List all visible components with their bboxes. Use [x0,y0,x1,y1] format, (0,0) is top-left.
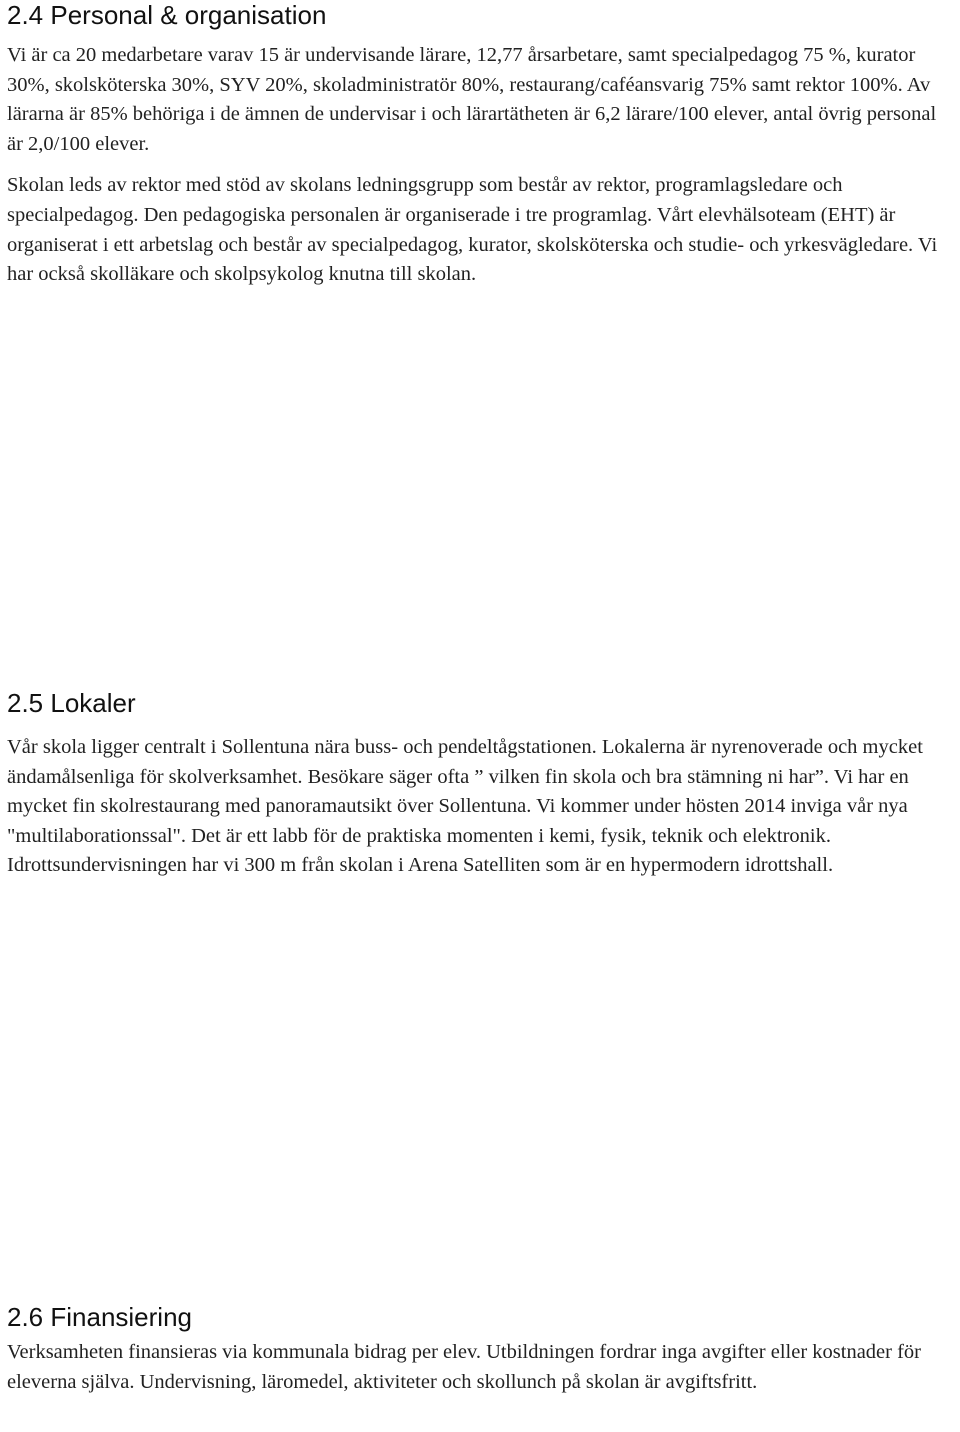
section-personal-organisation [7,0,953,290]
paragraph-staff: Vi är ca 20 medarbetare varav 15 är undervisande lärare, 12,77 årsarbetare, samt specialpedagog 75 %, kurator 30%, skolsköterska 30%, SYV 20%, skoladministratör 80%, restaurang/caféansvarig 75% samt rektor 100%. Av lärarna är 85% behöriga i de ämnen de undervisar i och lärartätheten är 6,2 lärare/100 elever, antal övrig personal är 2,0/100 elever. [7,44,937,155]
section-finansiering [7,1302,953,1397]
section-heading: 2.5 Lokaler [7,688,136,718]
paragraph-financing: Verksamheten finansieras via kommunala bidrag per elev. Utbildningen fordrar inga avgifter eller kostnader för eleverna själva. Undervisning, läromedel, aktiviteter och skollunch på skolan är avgiftsfritt. [7,1341,922,1393]
section-heading: 2.4 Personal & organisation [7,0,327,30]
section-lokaler [7,688,953,881]
section-heading: 2.6 Finansiering [7,1302,192,1332]
paragraph-organisation: Skolan leds av rektor med stöd av skolans ledningsgrupp som består av rektor, programlagsledare och specialpedagog. Den pedagogiska personalen är organiserade i tre programlag. Vårt elevhälsoteam (EHT) är organiserat i ett arbetslag och består av specialpedagog, kurator, skolsköterska och studie- och yrkesvägledare. Vi har också skolläkare och skolpsykolog knutna till skolan. [7,174,938,286]
paragraph-premises: Vår skola ligger centralt i Sollentuna nära buss- och pendeltågstationen. Lokalerna är nyrenoverade och mycket ändamålsenliga för skolverksamhet. Besökare säger ofta ” vilken fin skola och bra stämning ni har”. Vi har en mycket fin skolrestaurang med panoramautsikt över Sollentuna. Vi kommer under hösten 2014 inviga vår nya "multilaborationssal". Det är ett labb för de praktiska momenten i kemi, fysik, teknik och elektronik. Idrottsundervisningen har vi 300 m från skolan i Arena Satelliten som är en hypermodern idrottshall. [7,736,923,877]
